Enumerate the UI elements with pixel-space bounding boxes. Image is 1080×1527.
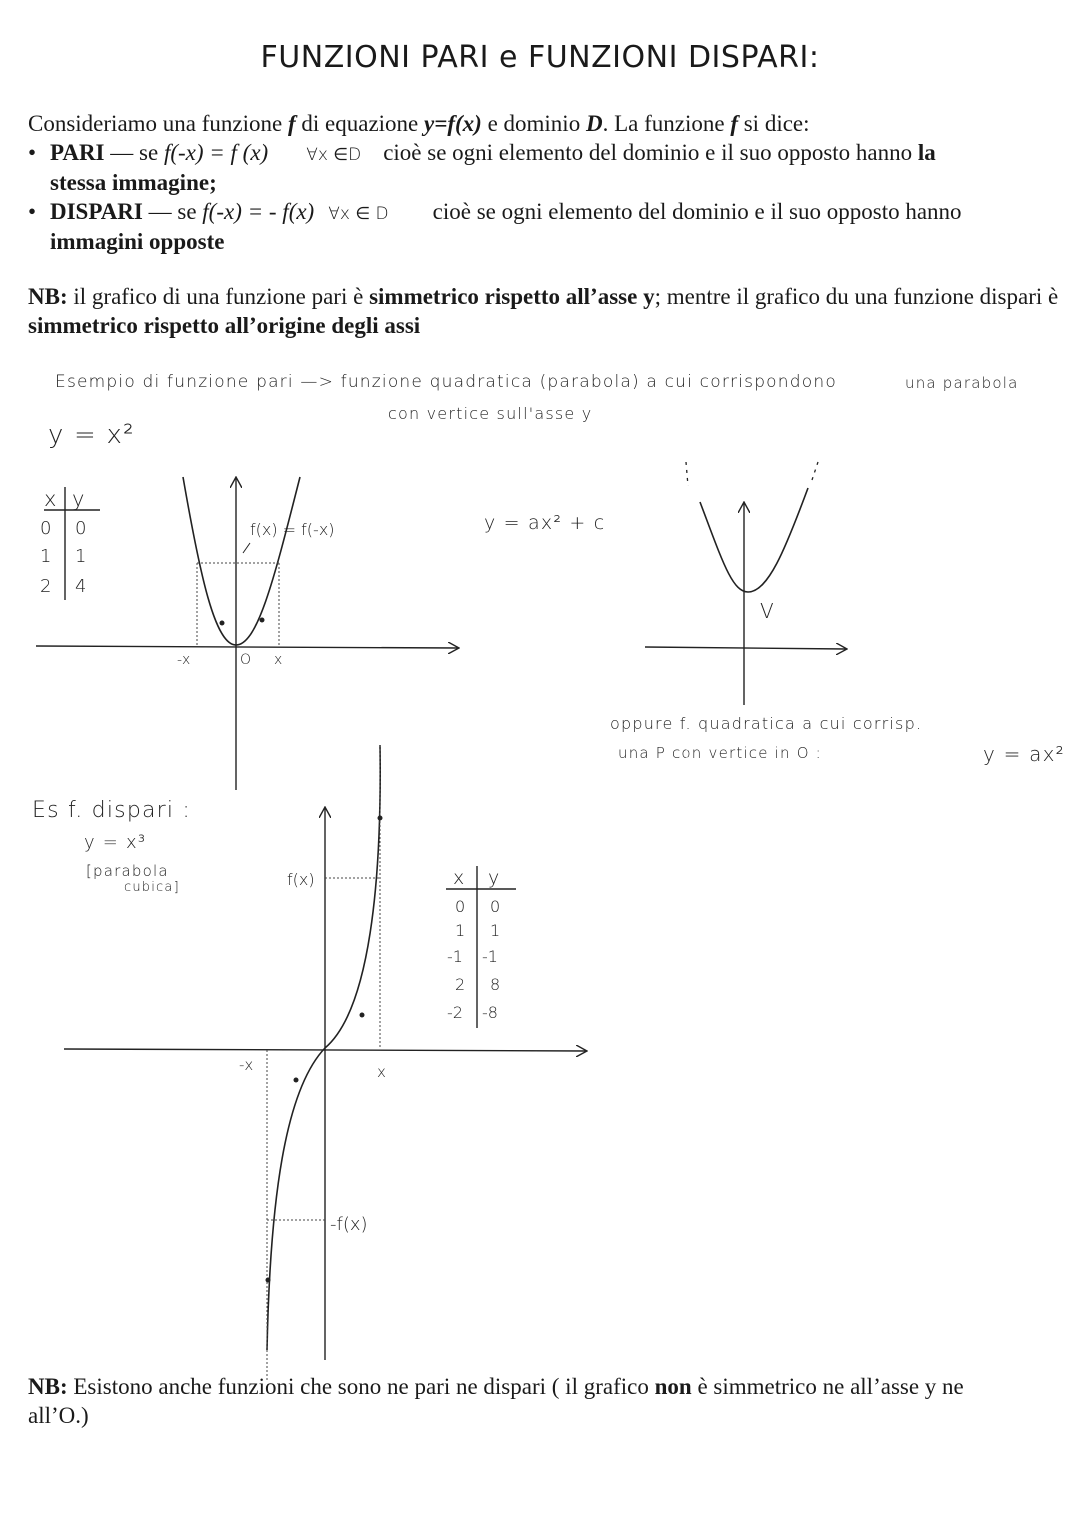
even-value-table xyxy=(40,487,100,600)
alt-note-line2: una P con vertice in O : xyxy=(618,744,822,762)
graph-point xyxy=(378,816,383,821)
cubic-name-line1: [parabola xyxy=(86,862,169,880)
parabola-curve xyxy=(700,488,808,592)
graph-point xyxy=(266,1278,271,1283)
x-axis xyxy=(645,647,846,649)
table-cell: -2 xyxy=(447,1003,463,1022)
table-cell: 2 xyxy=(455,975,466,994)
guide-line xyxy=(812,462,818,480)
odd-value-table xyxy=(446,866,516,1028)
nb-symmetry: NB: il grafico di una funzione pari è simmetrico rispetto all’asse y; mentre il grafico du una funzione dispari è simmetrico rispetto all’origine degli assi xyxy=(28,284,1059,338)
cubic-name-line2: cubica] xyxy=(124,880,180,895)
table-header-x: x xyxy=(44,487,57,511)
table-cell: 1 xyxy=(490,921,501,940)
fx-label: f(x) xyxy=(287,870,315,889)
dispari-definition: • DISPARI — se f(-x) = - f(x) ∀x ∈ D cioè se ogni elemento del dominio e il suo opposto hanno immagini opposte xyxy=(28,198,1058,257)
table-header-x: x xyxy=(453,867,465,889)
x-label: x xyxy=(274,652,283,668)
for-all-symbol: ∀x ∈ D xyxy=(328,203,389,224)
general-parabola-equation: y = ax² + c xyxy=(484,512,606,534)
odd-function-graph xyxy=(64,745,586,1380)
table-cell: 1 xyxy=(75,546,87,567)
table-cell: 0 xyxy=(455,897,466,916)
table-cell: 1 xyxy=(455,921,466,940)
table-cell: 0 xyxy=(40,518,52,539)
origin-label: O xyxy=(240,652,252,668)
odd-equation: y = x³ xyxy=(84,832,147,853)
table-cell: 4 xyxy=(75,576,87,597)
even-equation: y = x² xyxy=(48,420,135,450)
even-function-graph xyxy=(36,477,458,790)
neg-x-label: -x xyxy=(177,652,191,668)
alt-equation: y = ax² xyxy=(983,742,1065,766)
vertex-on-axis-graph xyxy=(645,462,846,705)
cubic-curve xyxy=(267,745,380,1350)
even-example-heading: Esempio di funzione pari —> funzione quadratica (parabola) a cui corrispondono xyxy=(55,372,837,392)
table-header-y: y xyxy=(72,487,85,511)
graph-point xyxy=(260,618,265,623)
table-cell: 8 xyxy=(490,975,501,994)
pari-definition: • PARI — se f(-x) = f (x) ∀x ∈D cioè se ogni elemento del dominio e il suo opposto hanno la stessa immagine; xyxy=(28,139,1058,198)
graph-point xyxy=(220,621,225,626)
graph-point xyxy=(294,1078,299,1083)
parabola-curve xyxy=(183,477,300,645)
table-cell: 2 xyxy=(40,576,52,597)
graph-point xyxy=(360,1013,365,1018)
page-title: FUNZIONI PARI e FUNZIONI DISPARI: xyxy=(260,40,820,75)
vertex-label: V xyxy=(760,599,774,623)
table-cell: -1 xyxy=(447,947,463,966)
even-relation-label: f(x) = f(-x) xyxy=(250,520,335,539)
odd-example-heading: Es f. dispari : xyxy=(32,798,192,823)
for-all-symbol: ∀x ∈D xyxy=(306,144,362,165)
table-cell: 1 xyxy=(40,546,52,567)
table-cell: -8 xyxy=(482,1003,498,1022)
pointer-arrow xyxy=(243,543,250,553)
table-header-y: y xyxy=(488,867,500,889)
even-example-heading-line2: con vertice sull'asse y xyxy=(388,404,593,423)
table-cell: 0 xyxy=(490,897,501,916)
x-axis xyxy=(36,646,458,648)
table-cell: 0 xyxy=(75,518,87,539)
alt-note-line1: oppure f. quadratica a cui corrisp. xyxy=(610,714,923,733)
x-label: x xyxy=(377,1063,386,1081)
intro-line: Consideriamo una funzione f di equazione y=f(x) e dominio D. La funzione f si dice: xyxy=(28,111,810,136)
neg-fx-label: -f(x) xyxy=(330,1214,368,1235)
nb-neither: NB: Esistono anche funzioni che sono ne pari ne dispari ( il grafico non è simmetrico ne all’asse y ne all’O.) xyxy=(28,1374,964,1428)
guide-line xyxy=(686,462,688,486)
neg-x-label: -x xyxy=(239,1056,254,1074)
table-cell: -1 xyxy=(482,947,498,966)
even-example-heading-tail: una parabola xyxy=(905,374,1019,392)
